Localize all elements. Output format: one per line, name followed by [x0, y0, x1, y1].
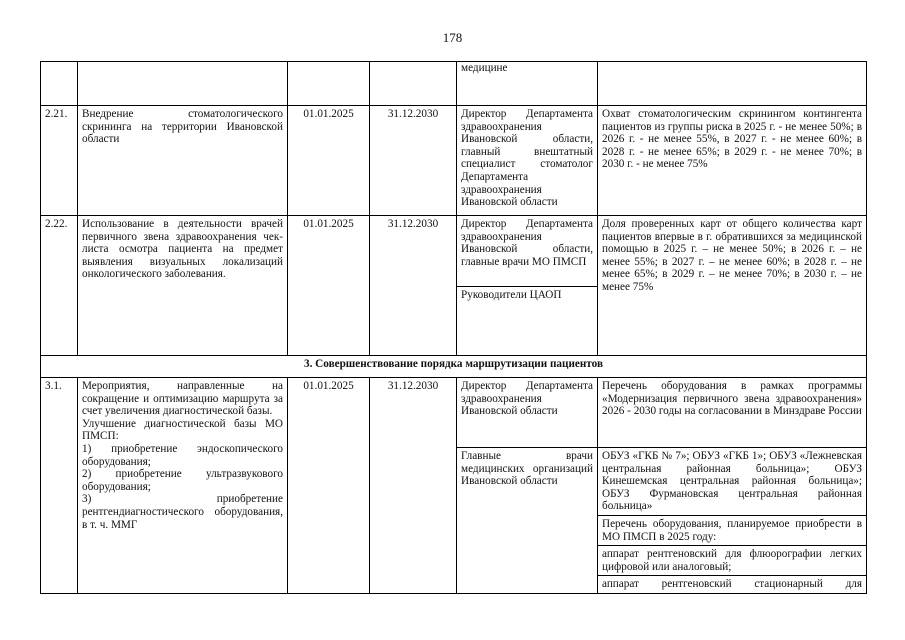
- cell-result: [598, 62, 867, 106]
- cell-responsible: Директор Департамента здравоохранения Ивановской области, главный внештатный специалист стоматолог Департамента здравоохранения Ивановской области: [457, 106, 598, 216]
- section-title: 3. Совершенствование порядка маршрутизации пациентов: [41, 356, 867, 378]
- cell-result: Охват стоматологическим скринингом контингента пациентов из группы риска в 2025 г. - не менее 50%; в 2026 г. - не менее 55%, в 2027 г. - не менее 60%; в 2028 г. - не менее 65%; в 2029 г. - не менее 70%; в 2030 г. - не менее 75%: [598, 106, 867, 216]
- section-row: [41, 356, 867, 378]
- cell-responsible: Руководители ЦАОП: [457, 287, 598, 356]
- cell-responsible: Директор Департамента здравоохранения Ивановской области, главные врачи МО ПМСП: [457, 216, 598, 287]
- cell-result: аппарат рентгеновский стационарный для: [598, 576, 867, 594]
- cell-name: [78, 378, 288, 594]
- table-row: [41, 216, 867, 287]
- cell-start: 01.01.2025: [288, 216, 370, 356]
- cell-responsible: медицине: [457, 62, 598, 106]
- cell-num: 2.21.: [41, 106, 78, 216]
- cell-num: [41, 62, 78, 106]
- cell-name: [78, 62, 288, 106]
- cell-start: 01.01.2025: [288, 378, 370, 594]
- cell-start: 01.01.2025: [288, 106, 370, 216]
- cell-end: [370, 62, 457, 106]
- name-intro: Мероприятия, направленные на сокращение и оптимизацию маршрута за счет увеличения диагностической базы.: [82, 380, 283, 418]
- cell-result: Перечень оборудования в рамках программы «Модернизация первичного звена здравоохранения» 2026 - 2030 годы на согласовании в Минздраве России: [598, 378, 867, 448]
- cell-responsible: Главные врачи медицинских организаций Ивановской области: [457, 448, 598, 594]
- cell-end: 31.12.2030: [370, 216, 457, 356]
- table-row: [41, 62, 867, 106]
- table-row: [41, 106, 867, 216]
- cell-num: 3.1.: [41, 378, 78, 594]
- cell-end: 31.12.2030: [370, 106, 457, 216]
- cell-result: Доля проверенных карт от общего количества карт пациентов впервые в г. обратившихся за медицинской помощью в 2025 г. – не менее 50%; в 2026 г. – не менее 55%; в 2027 г. – не менее 60%; в 2028 г. – не менее 65%; в 2029 г. – не менее 70%; в 2030 г. – не менее 75%: [598, 216, 867, 356]
- name-item: 3) приобретение рентгендиагностического оборудования, в т. ч. ММГ: [82, 493, 283, 531]
- cell-start: [288, 62, 370, 106]
- name-sub: Улучшение диагностической базы МО ПМСП:: [82, 417, 283, 443]
- cell-responsible: Директор Департамента здравоохранения Ивановской области: [457, 378, 598, 448]
- page-number: 178: [442, 30, 463, 45]
- cell-result: ОБУЗ «ГКБ № 7»; ОБУЗ «ГКБ 1»; ОБУЗ «Лежневская центральная районная больница»; ОБУЗ Кинешемская центральная районная больница»; ОБУЗ Фурмановская центральная районная больница»: [598, 448, 867, 516]
- name-item: 2) приобретение ультразвукового оборудования;: [82, 468, 283, 493]
- cell-name: Внедрение стоматологического скрининга на территории Ивановской области: [78, 106, 288, 216]
- cell-end: 31.12.2030: [370, 378, 457, 594]
- table-row: [41, 378, 867, 448]
- cell-result: Перечень оборудования, планируемое приобрести в МО ПМСП в 2025 году:: [598, 515, 867, 545]
- measures-table: [40, 61, 867, 594]
- cell-result: аппарат рентгеновский для флюорографии легких цифровой или аналоговый;: [598, 546, 867, 576]
- cell-num: 2.22.: [41, 216, 78, 356]
- cell-name: Использование в деятельности врачей первичного звена здравоохранения чек-листа осмотра пациента на предмет выявления визуальных локализаций онкологического заболевания.: [78, 216, 288, 356]
- name-item: 1) приобретение эндоскопического оборудования;: [82, 442, 283, 468]
